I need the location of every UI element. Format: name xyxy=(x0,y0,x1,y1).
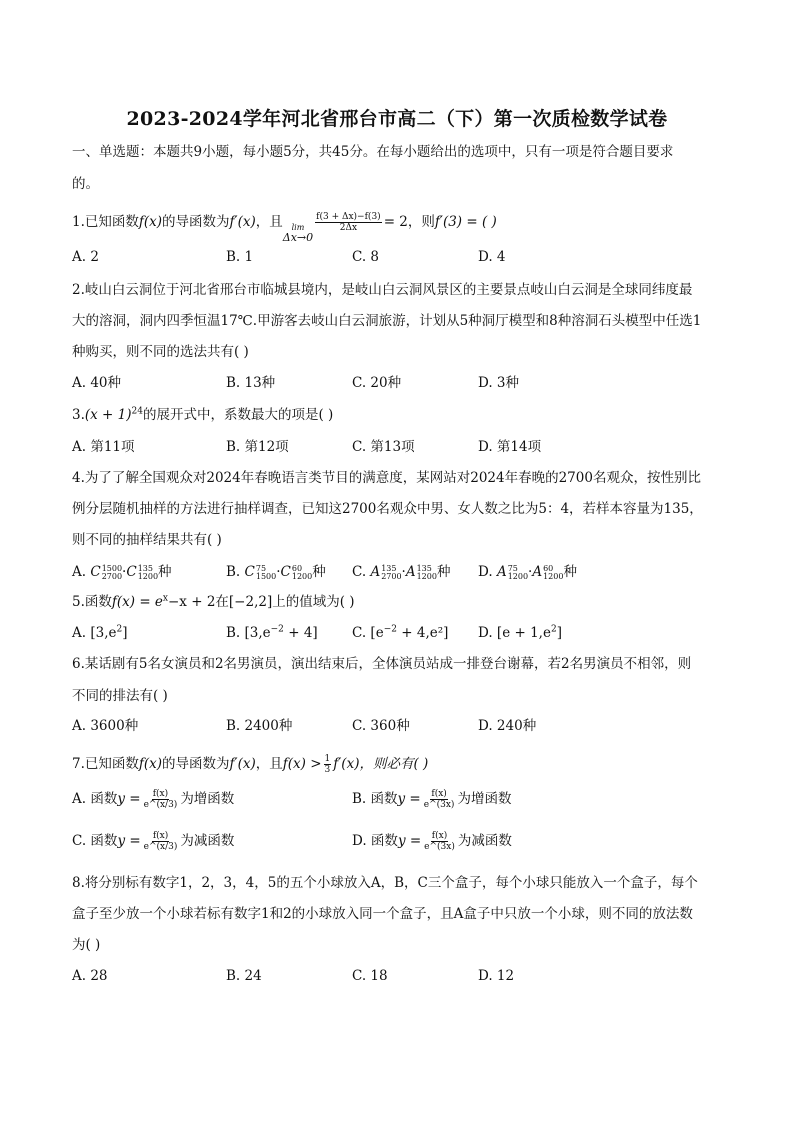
q6-option-a: A. 3600种 xyxy=(72,718,139,734)
question-4-line-1: 4.为了了解全国观众对2024年春晚语言类节目的满意度，某网站对2024年春晚的2700名观众，按性别比 xyxy=(72,470,701,486)
limit-expression: lim Δx→0 xyxy=(282,223,314,244)
question-7: 7.已知函数f(x)的导函数为f′(x)，且f(x) > $\frac{1}{3}$ f′(x)，则必有( ) xyxy=(72,754,429,775)
q2-option-d: D. 3种 xyxy=(478,375,520,391)
question-2-line-1: 2.岐山白云洞位于河北省邢台市临城县境内，是岐山白云洞风景区的主要景点岐山白云洞是全球同纬度最 xyxy=(72,282,693,298)
q4-option-c: C. A 135 2700 ·A 135 1200 种 xyxy=(352,563,451,581)
q1-option-b: B. 1 xyxy=(226,249,254,265)
question-3: $3.(x + 1)^{24}$的展开式中，系数最大的项是( ) xyxy=(72,406,334,423)
q8-option-d: D. 12 xyxy=(478,968,515,984)
q5-option-c: C. $[e^{-2} + 4,e^2]$ xyxy=(352,624,449,641)
q2-option-a: A. 40种 xyxy=(72,375,122,391)
q8-option-a: A. 28 xyxy=(72,968,108,984)
q1-option-a: A. 2 xyxy=(72,249,99,265)
q1-option-d: D. 4 xyxy=(478,249,506,265)
question-6-line-1: 6.某话剧有5名女演员和2名男演员，演出结束后，全体演员站成一排登台谢幕，若2名男演员不相邻，则 xyxy=(72,656,692,672)
q4-option-a: A. C 1500 2700 ·C 135 1200 种 xyxy=(72,563,172,581)
question-2-line-2: 大的溶洞，洞内四季恒温17℃.甲游客去岐山白云洞旅游，计划从5种洞厅模型和8种溶洞石头模型中任选1 xyxy=(72,313,702,329)
question-4-line-3: 则不同的抽样结果共有( ) xyxy=(72,532,222,548)
q7-option-a: A. 函数y = $\frac{f(x)}{e\^{}(x/3)}$ 为增函数 xyxy=(72,789,235,810)
question-1: 1.已知函数f(x)的导函数为f′(x)，且 lim Δx→0 $\frac{f(3 + \Delta x)-f(3)}{2\Delta x}$ = 2，则f′(3) = ( ) xyxy=(72,212,497,244)
q4-option-d: D. A 75 1200 ·A 60 1200 种 xyxy=(478,563,577,581)
q3-option-c: C. 第13项 xyxy=(352,439,415,455)
question-4-line-2: 例分层随机抽样的方法进行抽样调查，已知这2700名观众中男、女人数之比为5：4，若样本容量为135， xyxy=(72,501,703,517)
q8-option-c: C. 18 xyxy=(352,968,388,984)
q7-option-d: D. 函数y = $\frac{f(x)}{e\^{}(3x)}$ 为减函数 xyxy=(352,831,512,852)
q3-option-b: B. 第12项 xyxy=(226,439,289,455)
q2-option-c: C. 20种 xyxy=(352,375,402,391)
section-heading-cont: 的。 xyxy=(72,176,99,192)
q3-option-a: A. 第11项 xyxy=(72,439,135,455)
q4-option-b: B. C 75 1500 ·C 60 1200 种 xyxy=(226,563,326,581)
question-8-line-1: 8.将分别标有数字1，2，3，4，5的五个小球放入A，B，C三个盒子，每个小球只能放入一个盒子，每个 xyxy=(72,875,698,891)
question-8-line-2: 盒子至少放一个小球若标有数字1和2的小球放入同一个盒子，且A盒子中只放一个小球，则不同的放法数 xyxy=(72,906,693,922)
question-2-line-3: 种购买，则不同的选法共有( ) xyxy=(72,344,249,360)
q5-option-a: A. $[3,e^2]$ xyxy=(72,624,128,641)
q6-option-c: C. 360种 xyxy=(352,718,410,734)
question-5: 5.函数$f(x) = e^x-x + 2$在[−2,2]上的值域为( ) xyxy=(72,593,355,610)
question-8-line-3: 为( ) xyxy=(72,937,101,953)
page-title: 2023-2024学年河北省邢台市高二（下）第一次质检数学试卷 xyxy=(126,108,668,130)
q1-option-c: C. 8 xyxy=(352,249,380,265)
q8-option-b: B. 24 xyxy=(226,968,262,984)
q5-option-b: B. $[3,e^{-2} + 4]$ xyxy=(226,624,318,641)
q3-option-d: D. 第14项 xyxy=(478,439,542,455)
question-6-line-2: 不同的排法有( ) xyxy=(72,688,168,704)
q6-option-b: B. 2400种 xyxy=(226,718,293,734)
q7-option-b: B. 函数y = $\frac{f(x)}{e\^{}(3x)}$ 为增函数 xyxy=(352,789,512,810)
section-heading: 一、单选题：本题共9小题，每小题5分，共45分。在每小题给出的选项中，只有一项是符合题目要求 xyxy=(72,144,674,160)
fraction: $\frac{f(3 + \Delta x)-f(3)}{2\Delta x}$ xyxy=(316,212,381,233)
q7-option-c: C. 函数y = $\frac{f(x)}{e\^{}(x/3)}$ 为减函数 xyxy=(72,831,235,852)
q2-option-b: B. 13种 xyxy=(226,375,276,391)
q6-option-d: D. 240种 xyxy=(478,718,537,734)
q5-option-d: D. $[e + 1,e^2]$ xyxy=(478,624,562,641)
